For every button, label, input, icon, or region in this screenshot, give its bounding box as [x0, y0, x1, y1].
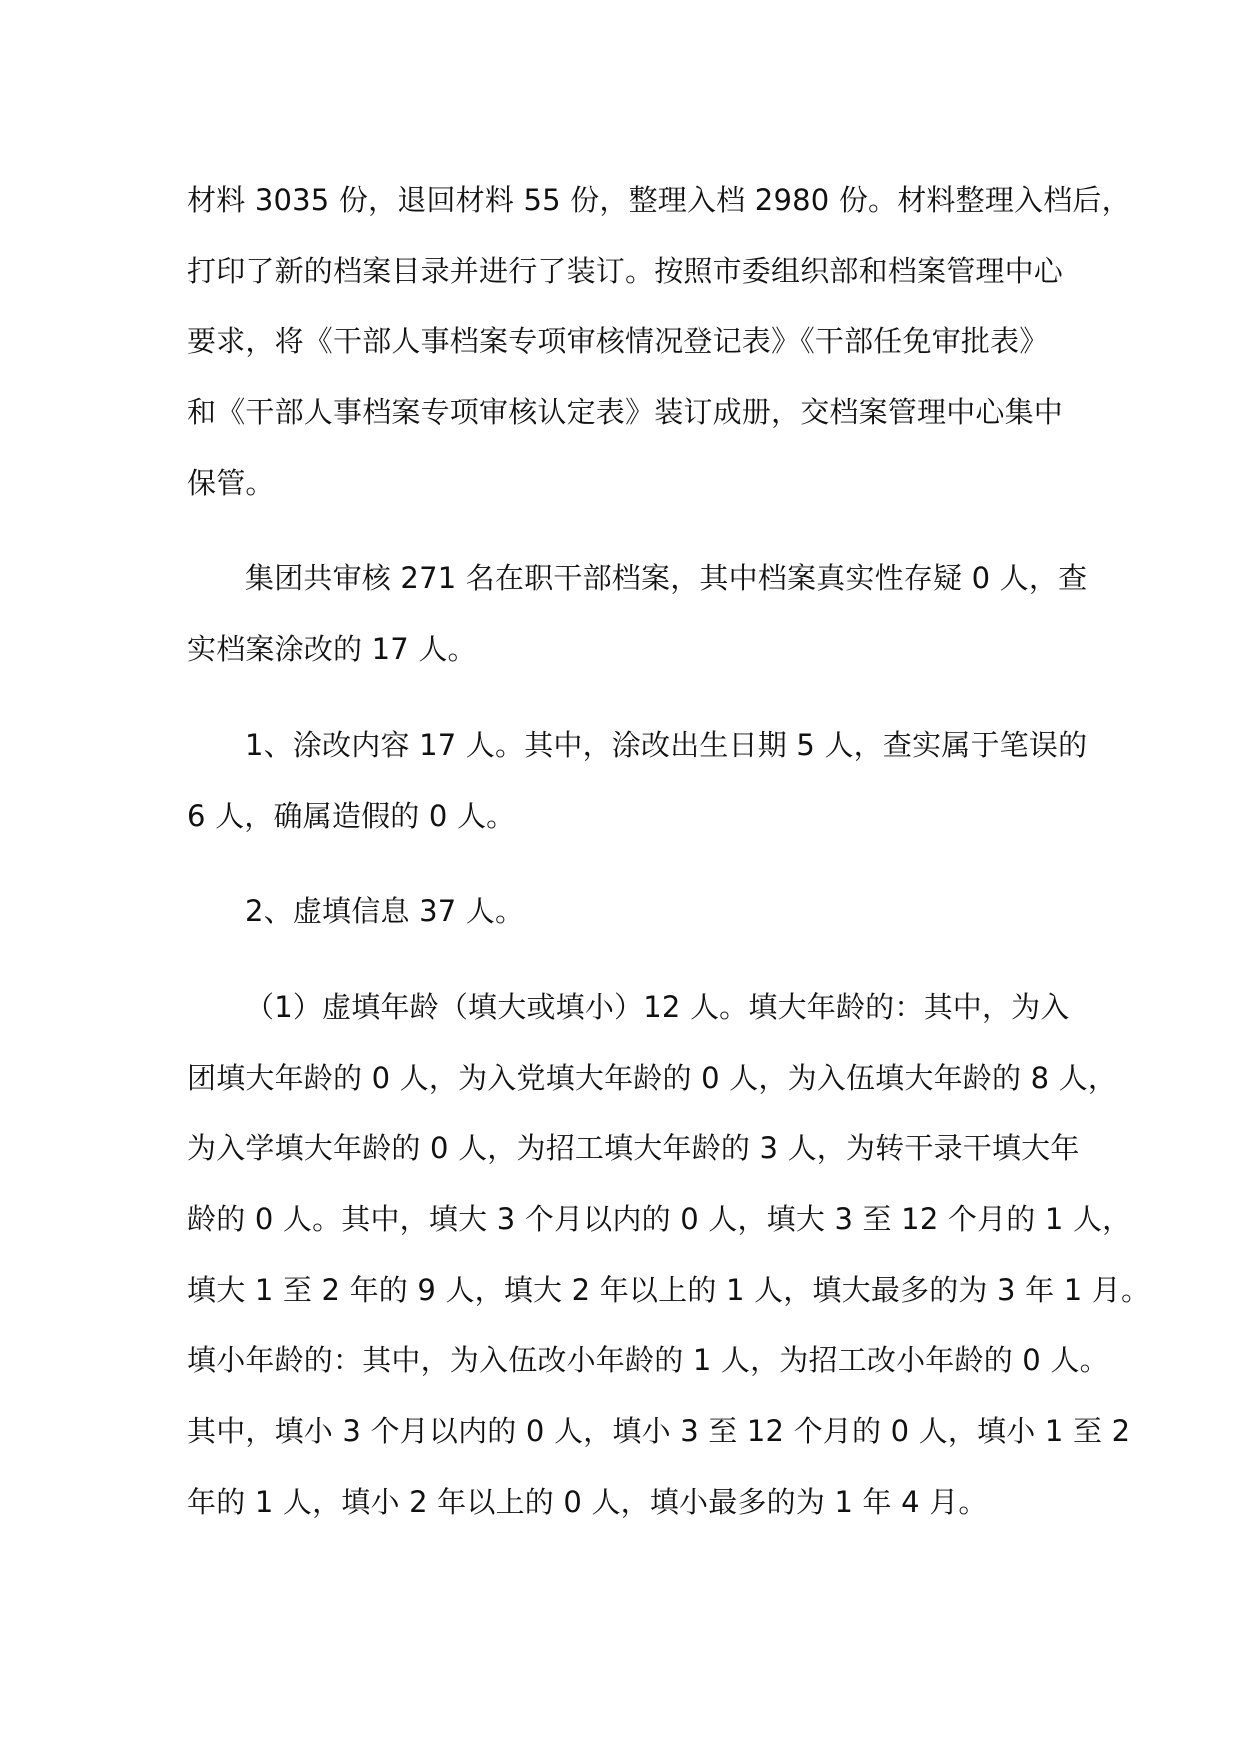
paragraph-altered-content	[187, 710, 1088, 851]
paragraph-line: 填小年龄的：其中，为入伍改小年龄的 1 人，为招工改小年龄的 0 人。	[187, 1343, 1109, 1378]
paragraph-spacer	[187, 685, 1067, 710]
paragraph-line: 和《干部人事档案专项审核认定表》装订成册，交档案管理中心集中	[187, 395, 1064, 430]
paragraph-false-info	[187, 876, 1067, 947]
paragraph-line: 集团共审核 271 名在职干部档案，其中档案真实性存疑 0 人，查	[245, 561, 1088, 596]
paragraph-line: 龄的 0 人。其中，填大 3 个月以内的 0 人，填大 3 至 12 个月的 1 人，	[187, 1201, 1132, 1236]
paragraph-spacer	[187, 851, 1067, 876]
paragraph-line: 保管。	[187, 465, 275, 500]
paragraph-line: 为入学填大年龄的 0 人，为招工填大年龄的 3 人，为转干录干填大年	[187, 1131, 1080, 1166]
paragraph-line: （1）虚填年龄（填大或填小）12 人。填大年龄的：其中，为入	[245, 989, 1070, 1024]
paragraph-line: 1、涂改内容 17 人。其中，涂改出生日期 5 人，查实属于笔误的	[245, 727, 1088, 762]
document-body	[187, 165, 1151, 1537]
paragraph-line: 材料 3035 份，退回材料 55 份，整理入档 2980 份。材料整理入档后，	[187, 183, 1131, 217]
paragraph-line: 填大 1 至 2 年的 9 人，填大 2 年以上的 1 人，填大最多的为 3 年 1 月。	[187, 1272, 1151, 1307]
paragraph-line: 2、虚填信息 37 人。	[245, 894, 525, 929]
paragraph-line: 实档案涂改的 17 人。	[187, 632, 477, 667]
paragraph-spacer	[187, 518, 1067, 543]
paragraph-line: 其中，填小 3 个月以内的 0 人，填小 3 至 12 个月的 0 人，填小 1 至 2	[187, 1414, 1131, 1448]
paragraph-spacer	[187, 947, 1067, 972]
paragraph-line: 年的 1 人，填小 2 年以上的 0 人，填小最多的为 1 年 4 月。	[187, 1484, 988, 1519]
paragraph-line: 6 人，确属造假的 0 人。	[187, 798, 516, 833]
paragraph-audit-summary	[187, 543, 1088, 684]
paragraph-line: 打印了新的档案目录并进行了装订。按照市委组织部和档案管理中心	[187, 253, 1064, 288]
paragraph-line: 要求，将《干部人事档案专项审核情况登记表》《干部任免审批表》	[187, 324, 1049, 359]
paragraph-false-age	[187, 972, 1151, 1538]
paragraph-materials	[187, 165, 1131, 518]
paragraph-line: 团填大年龄的 0 人，为入党填大年龄的 0 人，为入伍填大年龄的 8 人，	[187, 1060, 1118, 1095]
